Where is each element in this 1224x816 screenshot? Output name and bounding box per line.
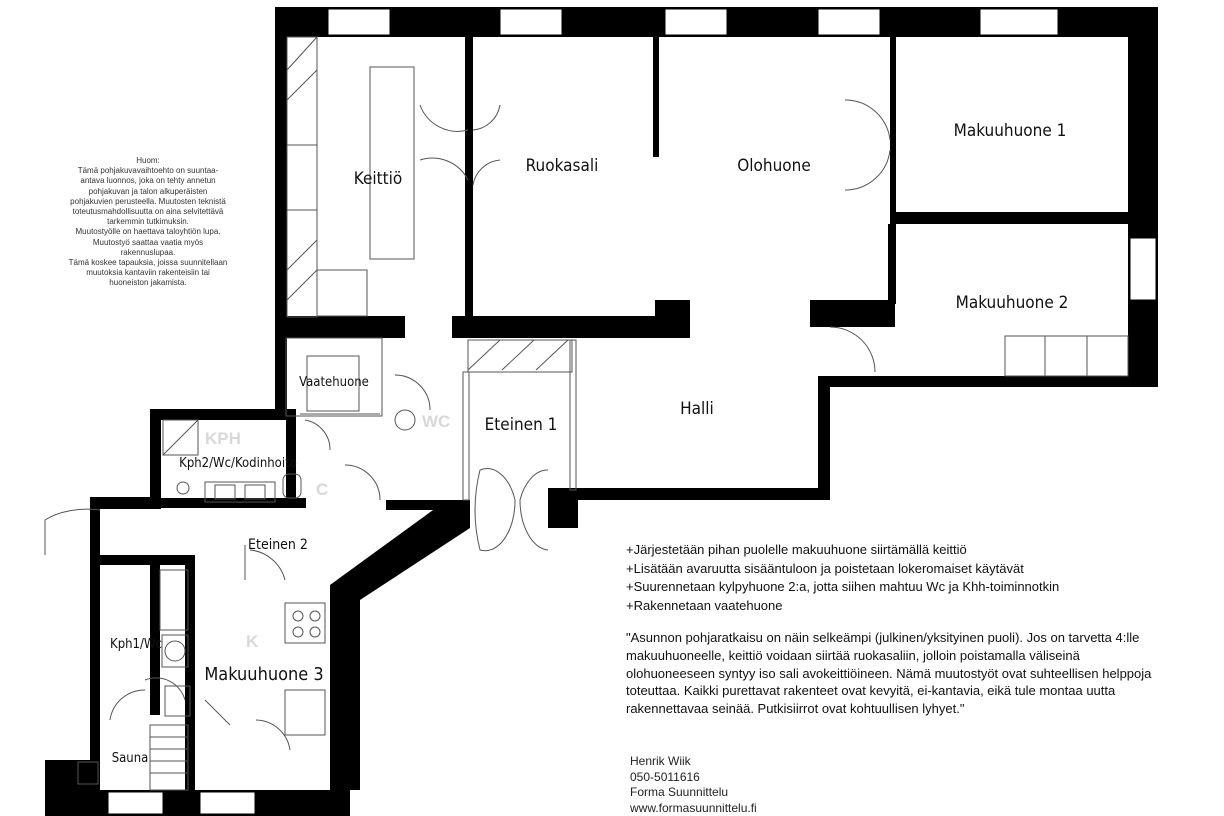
- author-name: Henrik Wiik: [630, 754, 691, 768]
- author-contact: [630, 754, 890, 816]
- change-item: +Lisätään avaruutta sisääntuloon ja poistetaan lokeromaiset käytävät: [626, 560, 1024, 576]
- room-label-kph2: Kph2/Wc/Kodinhoito: [179, 456, 297, 471]
- change-item: +Suurennetaan kylpyhuone 2:a, jotta siihen mahtuu Wc ja Khh-toiminnotkin: [626, 579, 1060, 594]
- change-item: +Järjestetään pihan puolelle makuuhuone siirtämällä keittiö: [626, 542, 967, 557]
- room-label-sauna: Sauna: [111, 751, 149, 766]
- ghost-label-k: K: [246, 632, 259, 651]
- author-website: www.formasuunnittelu.fi: [630, 800, 757, 815]
- room-label-olohuone: Olohuone: [737, 156, 811, 176]
- ghost-label-kph: KPH: [205, 429, 241, 448]
- room-label-ruokasali: Ruokasali: [525, 156, 599, 176]
- room-label-kph1: Kph1/Wc: [110, 637, 162, 652]
- room-label-halli: Halli: [680, 399, 714, 419]
- room-label-eteinen-1: Eteinen 1: [484, 415, 558, 435]
- author-phone: 050-5011616: [630, 769, 700, 784]
- ghost-label-wc: WC: [422, 412, 451, 431]
- room-label-eteinen-2: Eteinen 2: [248, 537, 308, 553]
- change-list: [626, 541, 1186, 615]
- designer-quote: "Asunnon pohjaratkaisu on näin selkeämpi (julkinen/yksityinen puoli). Jos on tarvetta 4:lle makuuhuoneelle, keittiö voidaan siirtää ruokasaliin, jolloin poistamalla väliseinä olohuoneeseen syntyy iso sali avokeittiöineen. Nämä muutostyöt ovat suhteellisen helppoja toteuttaa. Kaikki purettavat rakenteet ovat kevyitä, ei-kantavia, eikä tule montaa uutta rakennettavaa seinää. Putkisiirrot ovat kohtuullisen lyhyet.": [626, 630, 1152, 717]
- room-label-keittio: Keittiö: [353, 169, 403, 189]
- disclaimer-note: Huom: Tämä pohjakuvavaihtoehto on suuntaa-antava luonnos, joka on tehty annetun pohjakuvan ja talon alkuperäisten pohjakuvien perusteella. Muutosten teknistä toteutusmahdollisuutta on aina selvitettävä tarkemmin tutkimuksin. Muutostyölle on haettava taloyhtiön lupa. Muutostyö saattaa vaatia myös rakennuslupaa. Tämä koskee tapauksia, joissa suunnitellaan muutoksia kantaviin rakenteisiin tai huoneiston jakamista.: [68, 156, 228, 288]
- change-item: +Rakennetaan vaatehuone: [626, 597, 783, 613]
- author-company: Forma Suunnittelu: [630, 785, 729, 800]
- ghost-label-c: C: [316, 480, 329, 499]
- room-label-makuuhuone-2: Makuuhuone 2: [955, 293, 1069, 313]
- room-label-vaatehuone: Vaatehuone: [299, 375, 369, 390]
- room-label-makuuhuone-3: Makuuhuone 3: [204, 664, 324, 685]
- room-label-makuuhuone-1: Makuuhuone 1: [953, 121, 1067, 141]
